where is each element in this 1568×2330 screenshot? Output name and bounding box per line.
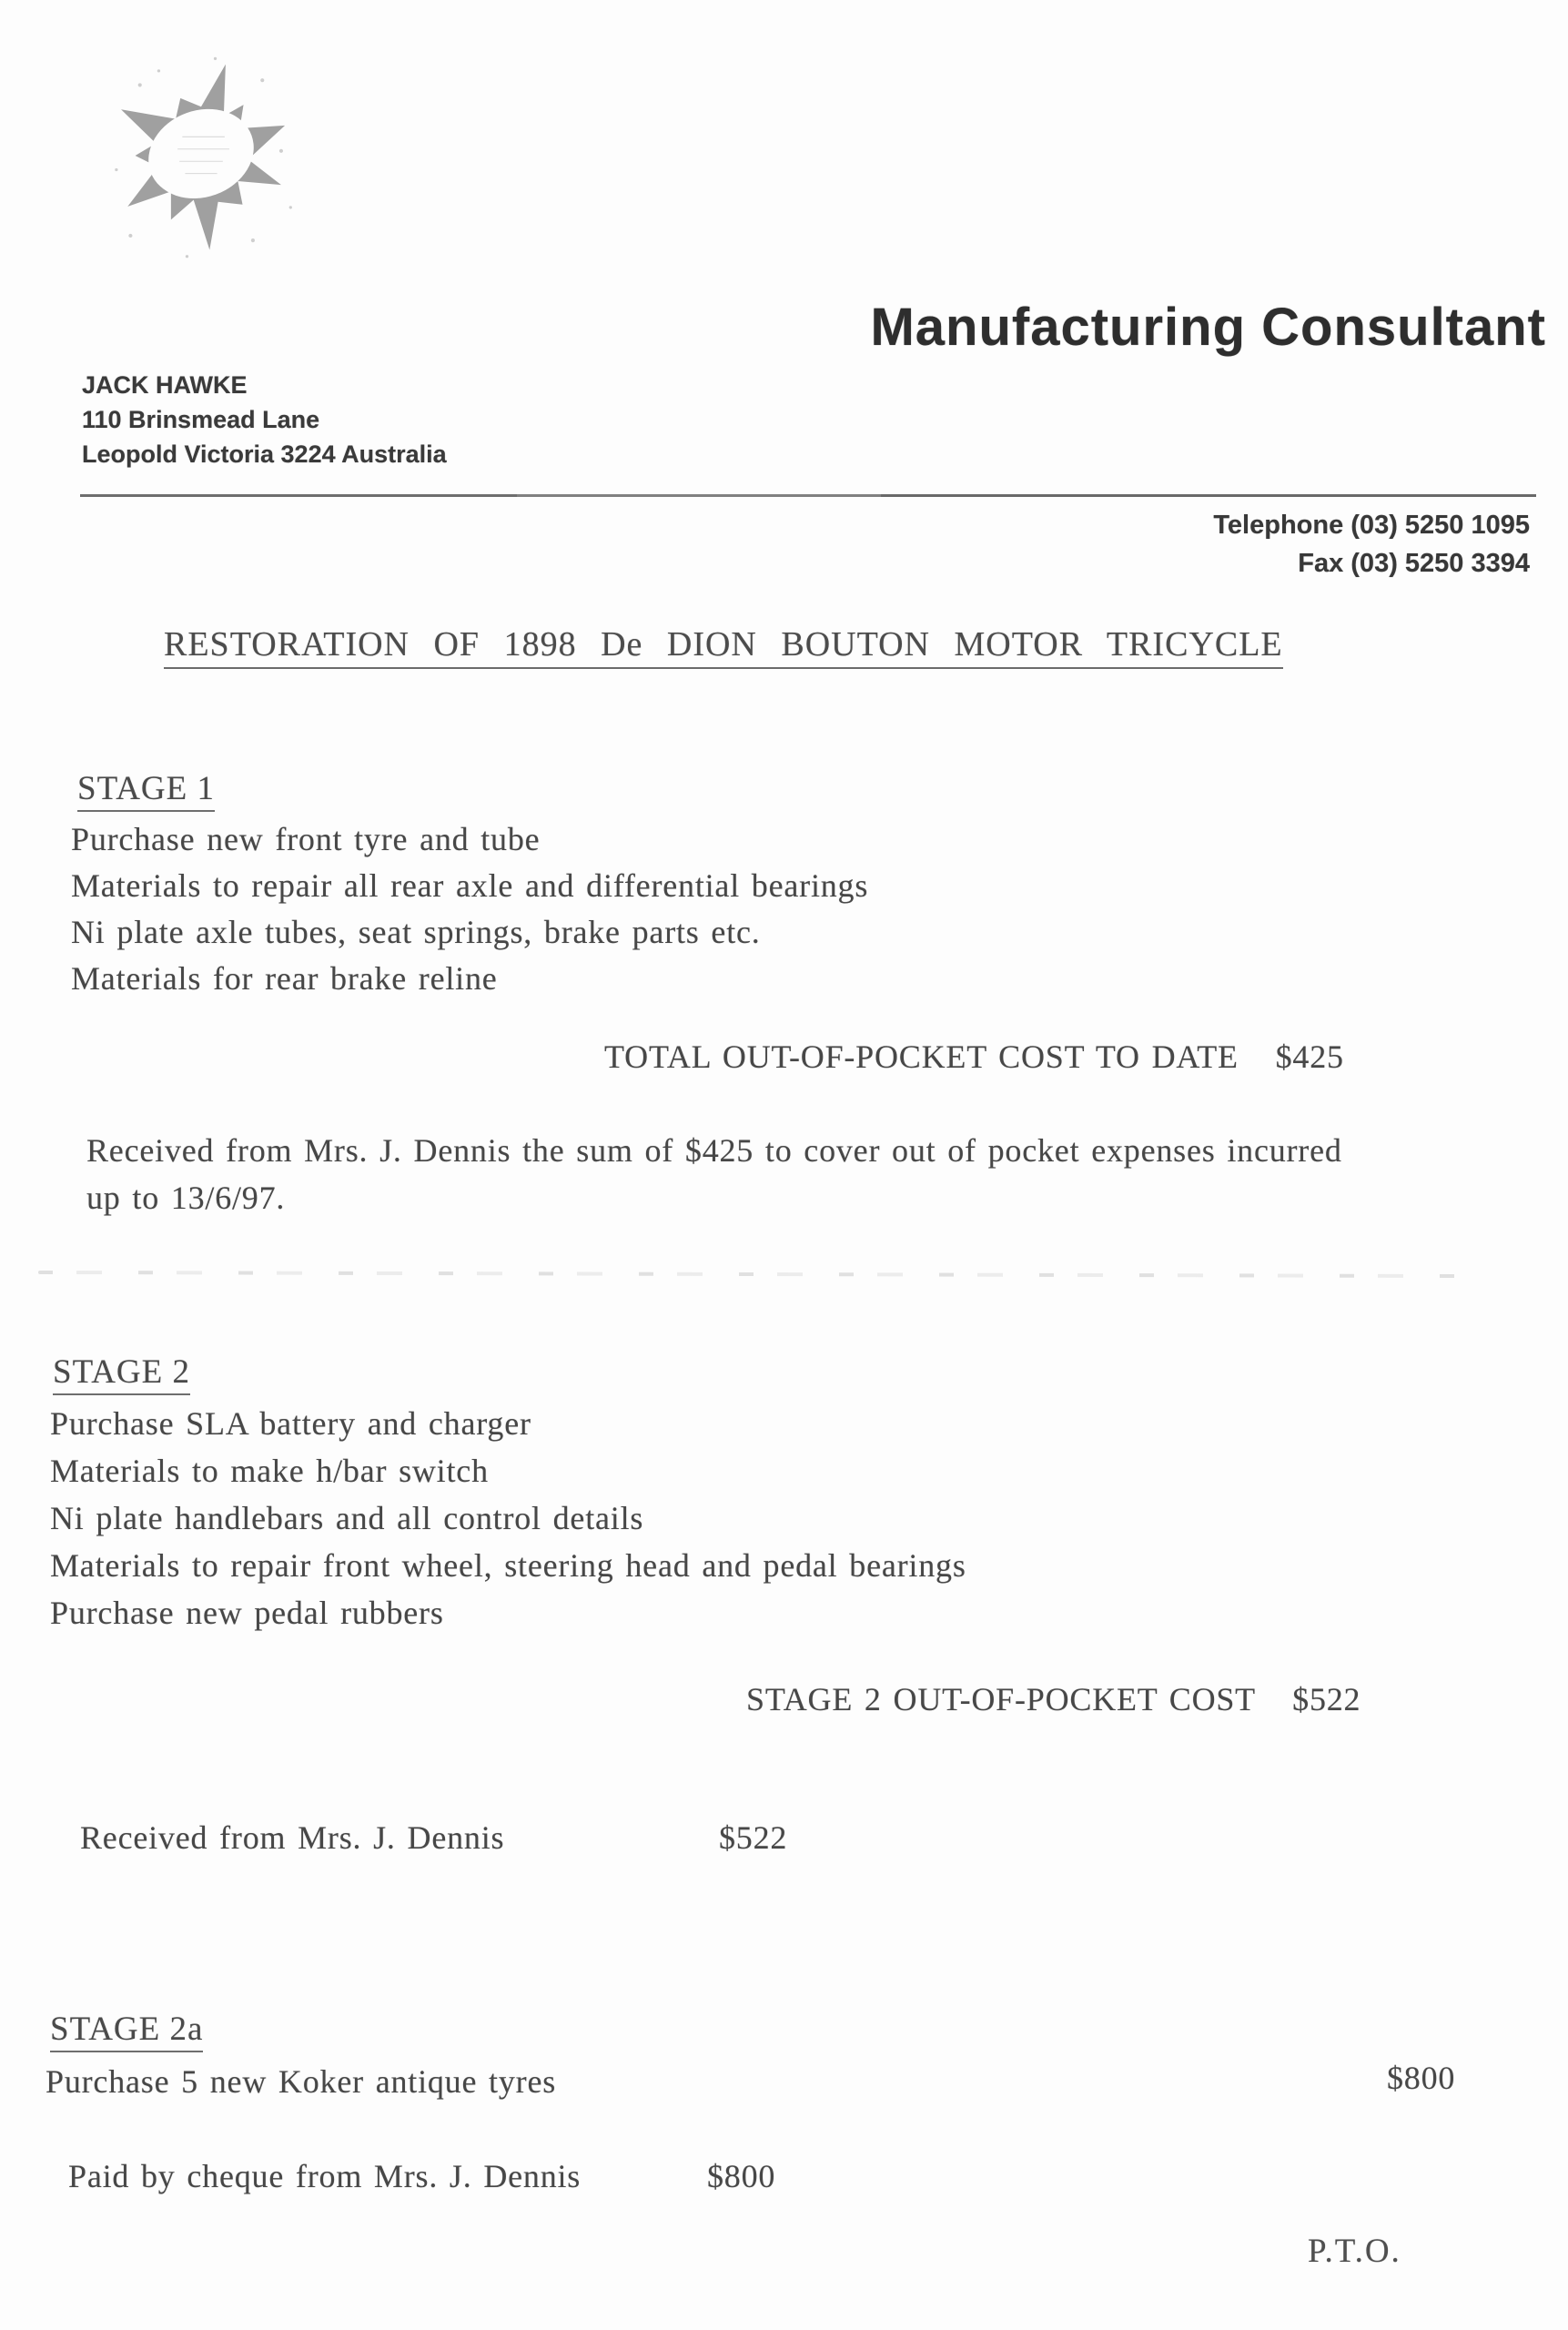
stage2a-paid-amount: $800 <box>707 2158 776 2194</box>
stage1-section <box>77 769 215 812</box>
receipt-line-1: Received from Mrs. J. Dennis the sum of $425 to cover out of pocket expenses incurred <box>86 1132 1342 1169</box>
stage2-items <box>50 1400 966 1636</box>
receipt-line-2: up to 13/6/97. <box>86 1180 286 1216</box>
telephone-line: Telephone (03) 5250 1095 <box>1213 511 1530 540</box>
phone-block <box>1213 506 1530 582</box>
letterhead-divider <box>80 494 1536 497</box>
stage2-cost-amount: $522 <box>1292 1681 1361 1717</box>
stage2-item: Materials to make h/bar switch <box>50 1453 489 1489</box>
stage2a-item: Purchase 5 new Koker antique tyres <box>46 2063 557 2100</box>
stage2a-item-amount: $800 <box>1387 2060 1456 2096</box>
stage2-item: Ni plate handlebars and all control details <box>50 1500 644 1536</box>
fax-line: Fax (03) 5250 3394 <box>1298 549 1530 578</box>
stage2a-heading: STAGE 2a <box>50 2010 203 2052</box>
stage1-receipt <box>86 1127 1342 1221</box>
stage2-section <box>53 1352 190 1395</box>
stage2a-paid-label: Paid by cheque from Mrs. J. Dennis <box>68 2158 582 2194</box>
stage1-heading: STAGE 1 <box>77 769 215 812</box>
stage2-item: Materials to repair front wheel, steering head and pedal bearings <box>50 1547 966 1584</box>
company-title: Manufacturing Consultant <box>870 298 1546 357</box>
stage1-total-amount: $425 <box>1275 1038 1344 1075</box>
stage1-items <box>71 816 868 1002</box>
contact-name: JACK HAWKE <box>82 371 248 399</box>
address-line-1: 110 Brinsmead Lane <box>82 406 320 433</box>
document-title: RESTORATION OF 1898 De DION BOUTON MOTOR TRICYCLE <box>164 624 1283 669</box>
stage1-item: Ni plate axle tubes, seat springs, brake parts etc. <box>71 914 761 950</box>
stage1-total-label: TOTAL OUT-OF-POCKET COST TO DATE <box>604 1038 1239 1075</box>
stage1-item: Materials to repair all rear axle and differential bearings <box>71 867 869 904</box>
stage1-total-line <box>604 1038 1344 1076</box>
stage2-item: Purchase SLA battery and charger <box>50 1405 531 1442</box>
contact-block <box>82 368 447 471</box>
stage2-cost-label: STAGE 2 OUT-OF-POCKET COST <box>746 1681 1256 1717</box>
stage2-cost-line <box>746 1680 1361 1718</box>
stage1-item: Materials for rear brake reline <box>71 960 498 997</box>
stage2-item: Purchase new pedal rubbers <box>50 1595 444 1631</box>
sunburst-logo-icon <box>102 47 300 264</box>
scan-fold-artifact <box>38 1271 1458 1278</box>
address-line-2: Leopold Victoria 3224 Australia <box>82 441 447 468</box>
stage2-received-amount: $522 <box>719 1819 788 1856</box>
stage2-received-label: Received from Mrs. J. Dennis <box>80 1819 505 1856</box>
stage1-item: Purchase new front tyre and tube <box>71 821 541 857</box>
stage2-heading: STAGE 2 <box>53 1352 190 1395</box>
stage2a-section <box>50 2010 203 2052</box>
page-turn-over-note: P.T.O. <box>1308 2233 1401 2270</box>
